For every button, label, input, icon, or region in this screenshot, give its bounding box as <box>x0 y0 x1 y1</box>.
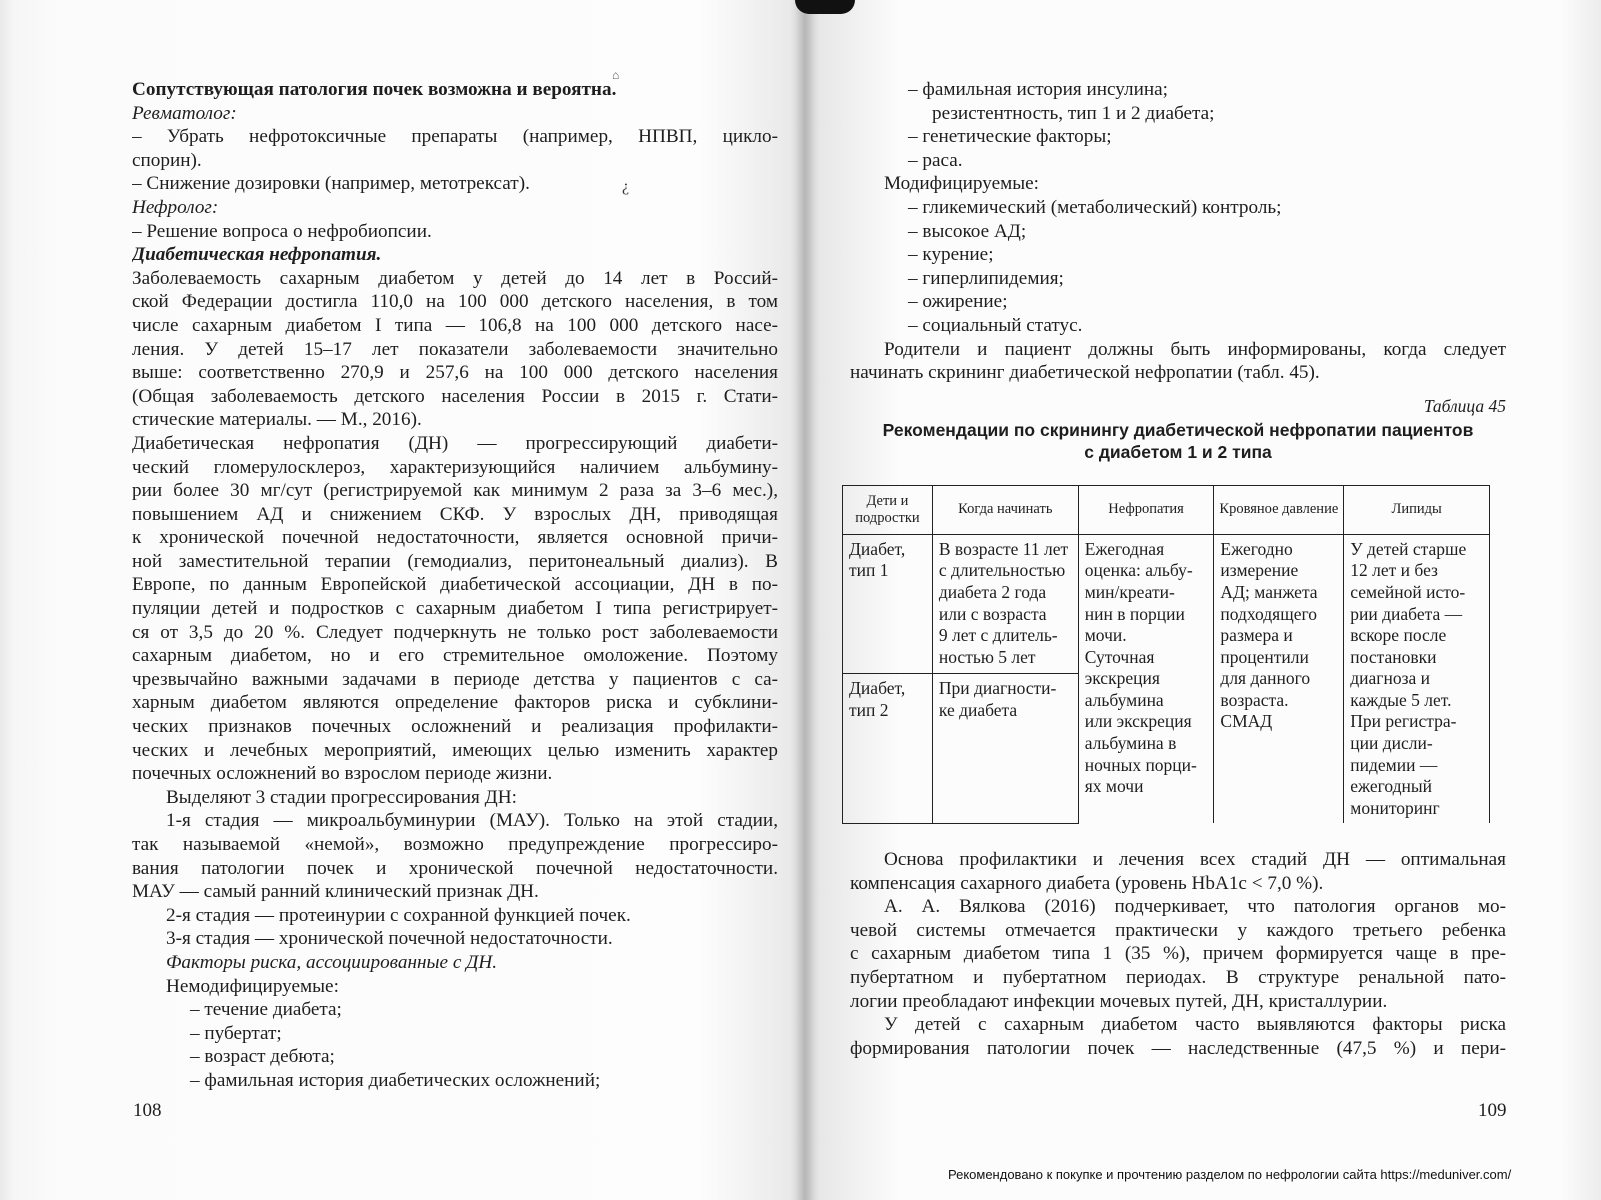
text-line: харным диабетом являются определение факторов риска и субклини- <box>132 692 778 714</box>
table-title-line-1: Рекомендации по скринингу диабетической нефропатии пациентов <box>882 419 1474 440</box>
text-line: так называемой «немой», возможно предупреждение прогрессиро- <box>132 834 778 855</box>
text-line: – течение диабета; <box>190 999 342 1021</box>
table-cell-lipids: У детей старше 12 лет и без семейной исто- рии диабета — вскоре после постановки диагноза и каждые 5 лет. При регистра- ции дисли- пидемии — ежегодный мониторинг <box>1344 534 1490 823</box>
text-line: 2-я стадия — протеинурии с сохранной функцией почек. <box>166 904 631 926</box>
table-header-row <box>843 485 1490 534</box>
text-line: ной заместительной терапии (гемодиализ, перитонеальный диализ). В <box>132 550 778 572</box>
text-line: Основа профилактики и лечения всех стадий ДН — оптимальная <box>884 848 1506 870</box>
footer-recommendation: Рекомендовано к покупке и прочтению разделом по нефрологии сайта https://meduniver.com/ <box>948 1167 1512 1182</box>
text-line: Европе, по данным Европейской диабетической ассоциации, ДН в по- <box>132 574 778 596</box>
text-line: пубертатном и пубертатном периодах. В структуре ренальной пато- <box>850 966 1506 988</box>
table-cell-group: Диабет, тип 2 <box>843 674 933 824</box>
table-title-line-2: с диабетом 1 и 2 типа <box>1084 441 1272 462</box>
text-line: Диабетическая нефропатия (ДН) — прогрессирующий диабети- <box>132 432 778 454</box>
table-number: Таблица 45 <box>1423 395 1506 416</box>
scan-mark: ⌂ <box>612 68 620 82</box>
text-line: сахарным диабетом, но и его стремительное омоложение. Поэтому <box>132 645 778 667</box>
text-line: формирования патологии почек — наследственные (47,5 %) и пери- <box>850 1037 1506 1059</box>
text-line: – Решение вопроса о нефробиопсии. <box>132 220 432 242</box>
text-line: У детей с сахарным диабетом часто выявляются факторы риска <box>884 1014 1506 1036</box>
text-line: Сопутствующая патология почек возможна и вероятна. <box>132 79 617 100</box>
table-cell-start: В возрасте 11 лет с длительностью диабета 2 года или с возраста 9 лет с длитель- ностью 5 лет <box>932 534 1078 674</box>
text-line: МАУ — самый ранний клинический признак ДН. <box>132 881 539 903</box>
text-line: стические материалы. — М., 2016). <box>132 409 422 431</box>
text-line: логии преобладают инфекции мочевых путей, ДН, кристаллурии. <box>850 990 1388 1012</box>
text-line: – гликемический (метаболический) контроль; <box>908 196 1282 218</box>
table-cell-start: При диагности- ке диабета <box>932 674 1078 824</box>
text-line: компенсация сахарного диабета (уровень HbA1c < 7,0 %). <box>850 872 1324 894</box>
text-line: Факторы риска, ассоциированные с ДН. <box>166 951 497 973</box>
text-line: – гиперлипидемия; <box>908 267 1064 289</box>
text-line: выше: соответственно 270,9 и 257,6 на 100 000 детского населения <box>132 362 778 384</box>
text-line: чевой системы отмечается практически у каждого третьего ребенка <box>850 919 1506 941</box>
text-line: почечных осложнений во взрослом периоде жизни. <box>132 763 553 785</box>
text-line: начинать скрининг диабетической нефропатии (табл. 45). <box>850 362 1320 384</box>
text-line: Диабетическая нефропатия. <box>132 244 382 266</box>
table-header-cell: Нефропатия <box>1078 485 1214 534</box>
text-line: спорин). <box>132 149 202 171</box>
right-page-number: 109 <box>1478 1100 1507 1121</box>
text-line: ческий гломерулосклероз, характеризующийся наличием альбуминy- <box>132 456 778 478</box>
text-line: – возраст дебюта; <box>190 1046 335 1068</box>
right-page-text <box>850 78 1506 1060</box>
text-line: Родители и пациент должны быть информированы, когда следует <box>884 338 1506 360</box>
right-page-bottom-text <box>850 848 1506 1060</box>
text-line: Выделяют 3 стадии прогрессирования ДН: <box>166 786 517 808</box>
text-line: чрезвычайно важными задачами в периоде детства у пациентов с са- <box>132 668 778 690</box>
text-line: – высокое АД; <box>908 220 1027 242</box>
text-line: – пубертат; <box>190 1022 282 1044</box>
text-line: к хронической почечной недостаточности, является основной причи- <box>132 527 778 549</box>
table-row <box>843 534 1490 674</box>
text-line: – курение; <box>908 244 994 266</box>
table-header-cell: Кровяное давление <box>1214 485 1344 534</box>
text-line: Ревматолог: <box>132 102 237 124</box>
text-line: – фамильная история инсулина; <box>908 79 1168 100</box>
text-line: – фамильная история диабетических осложнений; <box>190 1069 601 1091</box>
text-line: ческих и лечебных мероприятий, имеющих целью изменить характер <box>132 739 778 761</box>
book-spine <box>790 0 820 1200</box>
text-line: Нефролог: <box>132 196 219 218</box>
text-line: ления. У детей 15–17 лет показатели заболеваемости значительно <box>132 338 778 360</box>
text-line: Модифицируемые: <box>884 173 1039 195</box>
table-header-cell: Дети и подростки <box>843 485 933 534</box>
text-line: ческих признаков почечных осложнений и реализация профилакти- <box>132 716 778 738</box>
text-line: – генетические факторы; <box>908 126 1112 148</box>
text-line: пуляции детей и подростков с сахарным диабетом I типа регистрирует- <box>132 598 778 620</box>
text-line: – Убрать нефротоксичные препараты (например, НПВП, цикло- <box>132 126 778 148</box>
text-line: А. А. Вялкова (2016) подчеркивает, что патология органов мо- <box>884 896 1506 918</box>
text-line: резистентность, тип 1 и 2 диабета; <box>932 102 1215 124</box>
binding-clip <box>795 0 855 14</box>
text-line: рии более 30 мг/сут (регистрируемой как минимум 2 раза за 3–6 мес.), <box>132 480 778 502</box>
left-page-text <box>132 78 778 1093</box>
table-cell-group: Диабет, тип 1 <box>843 534 933 674</box>
text-line: – раса. <box>908 149 963 171</box>
text-line: (Общая заболеваемость детского населения России в 2015 г. Стати- <box>132 385 778 407</box>
text-line: вания патологии почек и хронической почечной недостаточности. <box>132 857 778 879</box>
screening-table <box>842 485 1490 824</box>
text-line: ской Федерации достигла 110,0 на 100 000 детского населения, в том <box>132 291 778 313</box>
text-line: с сахарным диабетом типа 1 (35 %), причем формируется чаще в пре- <box>850 943 1506 965</box>
text-line: Немодифицируемые: <box>166 975 339 997</box>
text-line: – социальный статус. <box>908 314 1083 336</box>
scan-mark: ¿ <box>622 178 630 195</box>
table-header-cell: Липиды <box>1344 485 1490 534</box>
text-line: повышением АД и снижением СКФ. У взрослых ДН, приводящая <box>132 503 778 525</box>
text-line: Заболеваемость сахарным диабетом у детей до 14 лет в Россий- <box>132 267 778 289</box>
table-cell-nephropathy: Ежегодная оценка: альбу- мин/креати- нин в порции мочи. Суточная экскреция альбумина или экскреция альбумина в ночных порци- ях мочи <box>1078 534 1214 823</box>
table-cell-blood-pressure: Ежегодно измерение АД; манжета подходящего размера и процентили для данного возраста. СМАД <box>1214 534 1344 823</box>
right-page-top-text <box>850 78 1506 385</box>
left-page-number: 108 <box>133 1100 162 1121</box>
text-line: – Снижение дозировки (например, метотрексат). <box>132 173 530 195</box>
table-header-cell: Когда начинать <box>932 485 1078 534</box>
text-line: числе сахарным диабетом I типа — 106,8 на 100 000 детского насе- <box>132 314 778 336</box>
text-line: 1-я стадия — микроальбуминурии (МАУ). Только на этой стадии, <box>166 810 778 832</box>
text-line: – ожирение; <box>908 291 1008 313</box>
text-line: ся от 3,5 до 20 %. Следует подчеркнуть не только рост заболеваемости <box>132 621 778 643</box>
text-line: 3-я стадия — хронической почечной недостаточности. <box>166 928 613 950</box>
